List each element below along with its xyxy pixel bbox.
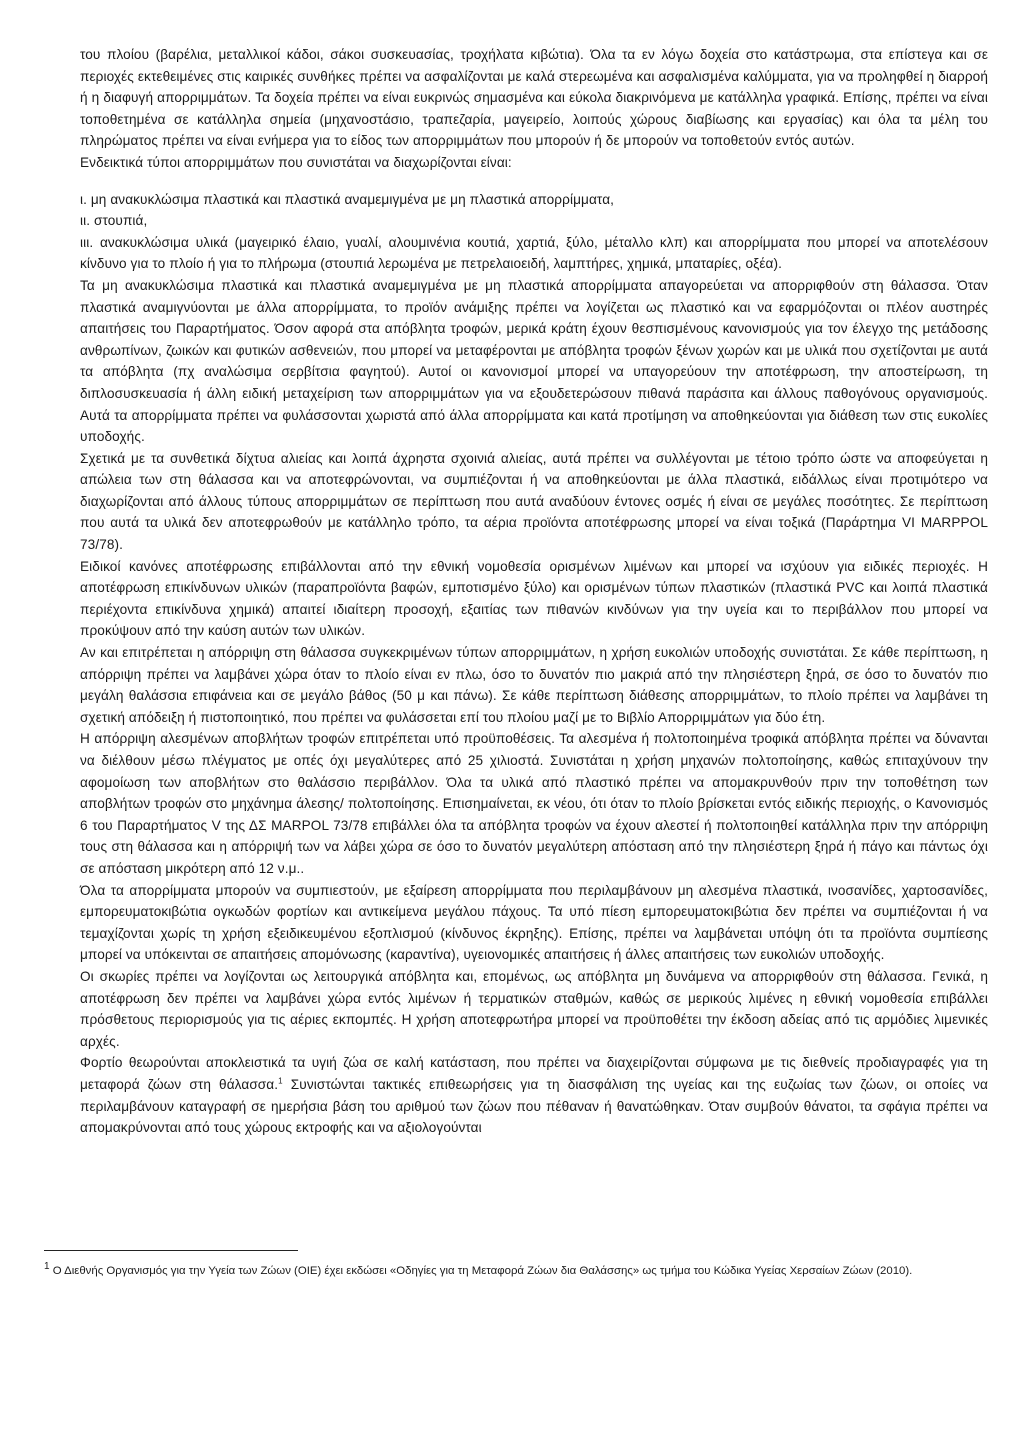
paragraph-ground-food-waste: Η απόρριψη αλεσμένων αποβλήτων τροφών επιτρέπεται υπό προϋποθέσεις. Τα αλεσμένα ή πολτοποιημένα τροφικά απόβλητα πρέπει να δύνανται να διέλθουν μέσω πλέγματος με οπές όχι μεγαλύτερες από 25 χιλιοστά. Συνιστάται η χρήση μηχανών πολτοποίησης, καθώς επιταχύνουν την αφομοίωση των αποβλήτων στο θαλάσσιο περιβάλλον. Όλα τα υλικά από πλαστικό πρέπει να απομακρυνθούν πριν την τοποθέτηση των αποβλήτων τροφών στο μηχάνημα άλεσης/ πολτοποίησης. Επισημαίνεται, εκ νέου, ότι όταν το πλοίο βρίσκεται εντός ειδικής περιοχής, ο Κανονισμός 6 του Παραρτήματος V της ΔΣ MARPOL 73/78 επιβάλλει όλα τα απόβλητα τροφών να έχουν αλεστεί ή πολτοποιηθεί κατάλληλα πριν την απόρριψη τους στη θάλασσα και η απόρριψή των να λάβει χώρα σε όσο το δυνατόν μεγαλύτερη απόσταση από την πλησιέστερη ξηρά ή πάγο και πάντως όχι σε απόσταση μικρότερη από 12 ν.μ.. bbox=[80, 731, 988, 876]
footnote-reference[interactable]: 1 bbox=[278, 1076, 283, 1086]
paragraph-waste-containers: του πλοίου (βαρέλια, μεταλλικοί κάδοι, σάκοι συσκευασίας, τροχήλατα κιβώτια). Όλα τα εν λόγω δοχεία στο κατάστρωμα, στα επίστεγα και σε περιοχές εκτεθειμένες στις καιρικές συνθήκες πρέπει να ασφαλίζονται με καλά στερεωμένα και ασφαλισμένα καλύμματα, για να προληφθεί η διαρροή ή η διαφυγή απορριμμάτων. Τα δοχεία πρέπει να είναι ευκρινώς σημασμένα και εύκολα διακρινόμενα με κατάλληλα γραφικά. Επίσης, πρέπει να είναι τοποθετημένα σε κατάλληλα σημεία (μηχανοστάσιο, τραπεζαρία, μαγειρείο, λοιπούς χώρους διαβίωσης και εργασίας) και όλα τα μέλη του πληρώματος πρέπει να είναι ενήμερα για το είδος των απορριμμάτων που μπορούν ή δε μπορούν να τοποθετούν εντός αυτών. bbox=[80, 47, 988, 149]
document-body bbox=[80, 44, 988, 1139]
footnote-separator bbox=[44, 1250, 298, 1251]
paragraph-compaction: Όλα τα απορρίμματα μπορούν να συμπιεστούν, με εξαίρεση απορρίμματα που περιλαμβάνουν μη αλεσμένα πλαστικά, ινοσανίδες, χαρτοσανίδες, εμπορευματοκιβώτια ογκωδών φορτίων και αντικείμενα μεγάλου πάχους. Τα υπό πίεση εμπορευματοκιβώτια δεν πρέπει να συμπιέζονται ή να τεμαχίζονται χωρίς τη χρήση εξειδικευμένου εξοπλισμού (κίνδυνος έκρηξης). Επίσης, πρέπει να λαμβάνεται υπόψη ότι τα προϊόντα συμπίεσης μπορεί να υπόκεινται σε απαιτήσεις απομόνωσης (καραντίνα), υγειονομικές απαιτήσεις ή άλλες απαιτήσεις των ευκολιών υποδοχής. bbox=[80, 882, 988, 963]
footnote bbox=[44, 1262, 989, 1281]
paragraph-fishing-nets: Σχετικά με τα συνθετικά δίχτυα αλιείας και λοιπά άχρηστα σχοινιά αλιείας, αυτά πρέπει να συλλέγονται με τέτοιο τρόπο ώστε να αποφεύγεται η απώλεια των στη θάλασσα και να αποτεφρώνονται, να συμπιέζονται ή να αποθηκεύονται με άλλα πλαστικά, ειδάλλως είναι προτιμότερο να διαχωρίζονται από άλλους τύπους απορριμμάτων σε περίπτωση που αυτά αναδύουν έντονες οσμές ή είναι σε μεγάλες ποσότητες. Σε περίπτωση που αυτά τα υλικά δεν αποτεφρωθούν με κατάλληλο τρόπο, τα αέρια προϊόντα αποτέφρωσης μπορεί να είναι τοξικά (Παράρτημα VI MARPPOL 73/78). bbox=[80, 450, 988, 553]
paragraph-live-animals bbox=[80, 1052, 988, 1138]
footnote-text: Ο Διεθνής Οργανισμός για την Υγεία των Ζώων (OIE) έχει εκδώσει «Οδηγίες για τη Μεταφορά Ζώων δια Θαλάσσης» ως τμήμα του Κώδικα Υγείας Χερσαίων Ζώων (2010). bbox=[49, 1265, 913, 1277]
list-item-rags: ιι. στουπιά, bbox=[80, 213, 148, 229]
paragraph-waste-types-intro: Ενδεικτικά τύποι απορριμμάτων που συνιστάται να διαχωρίζονται είναι: bbox=[80, 154, 512, 170]
paragraph-plastics-food-waste: Τα μη ανακυκλώσιμα πλαστικά και πλαστικά αναμεμιγμένα με μη πλαστικά απορρίμματα απαγορεύεται να απορριφθούν στη θάλασσα. Όταν πλαστικά αναμιγνύονται με άλλα απορρίμματα, το προϊόν ανάμιξης πρέπει να λογίζεται ως πλαστικό και να εφαρμόζονται οι πλέον αυστηρές απαιτήσεις του Παραρτήματος. Όσον αφορά στα απόβλητα τροφών, μερικά κράτη έχουν θεσπισμένους κανονισμούς για τον έλεγχο της μετάδοσης ανθρωπίνων, ζωικών και φυτικών ασθενειών, που μπορεί να μεταφέρονται με απόβλητα τροφών ξένων χωρών και με υλικά που σχετίζονται με αυτά τα απόβλητα (πχ αναλώσιμα σερβίτσια φαγητού). Αυτοί οι κανονισμοί μπορεί να υπαγορεύουν την αποτέφρωση, την αποστείρωση, τη διπλοσυσκευασία ή άλλη ειδική μεταχείριση των απορριμμάτων για να εξουδετερώσουν πιθανά παράσιτα και άλλους παθογόνους οργανισμούς. Αυτά τα απορρίμματα πρέπει να φυλάσσονται χωριστά από άλλα απορρίμματα και κατά προτίμηση να αποθηκεύονται για διάθεση των στις ευκολίες υποδοχής. bbox=[80, 277, 988, 445]
paragraph-live-animals-part1: Φορτίο θεωρούνται αποκλειστικά τα υγιή ζώα σε καλή κατάσταση, που πρέπει να διαχειρίζονται σύμφωνα με τις διεθνείς προδιαγραφές για τη μεταφορά ζώων στη θάλασσα. bbox=[80, 1055, 988, 1092]
footnote-marker: 1 bbox=[44, 1261, 50, 1273]
list-item-non-recyclable-plastics: ι. μη ανακυκλώσιμα πλαστικά και πλαστικά αναμεμιγμένα με μη πλαστικά απορρίμματα, bbox=[80, 191, 615, 207]
paragraph-sea-disposal: Αν και επιτρέπεται η απόρριψη στη θάλασσα συγκεκριμένων τύπων απορριμμάτων, η χρήση ευκολιών υποδοχής συνιστάται. Σε κάθε περίπτωση, η απόρριψη πρέπει να λαμβάνει χώρα όταν το πλοίο είναι εν πλω, όσο το δυνατόν πιο μακριά από την πλησιέστερη ξηρά, σε όσο το δυνατόν πιο μεγάλη θαλάσσια επιφάνεια και σε μεγάλο βάθος (50 μ και πάνω). Σε κάθε περίπτωση διάθεσης απορριμμάτων, το πλοίο πρέπει να λαμβάνει τη σχετική απόδειξη ή πιστοποιητικό, που πρέπει να φυλάσσεται επί του πλοίου μαζί με το Βιβλίο Απορριμμάτων για δύο έτη. bbox=[80, 645, 988, 725]
list-item-recyclables-hazardous: ιιι. ανακυκλώσιμα υλικά (μαγειρικό έλαιο, γυαλί, αλουμινένια κουτιά, χαρτιά, ξύλο, μέταλλο κλπ) και απορρίμματα που μπορεί να αποτελέσουν κίνδυνο για το πλοίο ή για το πλήρωμα (στουπιά λερωμένα με πετρελαιοειδή, λαμπτήρες, χημικά, μπαταρίες, οξέα). bbox=[80, 234, 988, 272]
paragraph-ashes: Οι σκωρίες πρέπει να λογίζονται ως λειτουργικά απόβλητα και, επομένως, ως απόβλητα μη δυνάμενα να απορριφθούν στη θάλασσα. Γενικά, η αποτέφρωση δεν πρέπει να λαμβάνει χώρα εντός λιμένων ή τερματικών σταθμών, καθώς σε μερικούς λιμένες η εθνική νομοθεσία επιβάλλει πρόσθετους περιορισμούς για τις αέριες εκπομπές. Η χρήση αποτεφρωτήρα μπορεί να προϋποθέτει την έκδοση αδείας από τις αρμόδιες λιμενικές αρχές. bbox=[80, 968, 988, 1049]
spacer bbox=[80, 174, 988, 189]
paragraph-live-animals-part2: Συνιστώνται τακτικές επιθεωρήσεις για τη διασφάλιση της υγείας και της ευζωίας των ζώων, οι οποίες να περιλαμβάνουν καταγραφή σε ημερήσια βάση του αριθμού των ζώων που πέθαναν ή θανατώθηκαν. Όταν συμβούν θάνατοι, τα σφάγια πρέπει να απομακρύνονται από τους χώρους εκτροφής και να αξιολογούνται bbox=[80, 1076, 988, 1136]
paragraph-incineration-rules: Ειδικοί κανόνες αποτέφρωσης επιβάλλονται από την εθνική νομοθεσία ορισμένων λιμένων και μπορεί να ισχύουν για ειδικές περιοχές. Η αποτέφρωση επικίνδυνων υλικών (παραπροϊόντα βαφών, εμποτισμένο ξύλο) και ορισμένων τύπων πλαστικών (πλαστικά PVC και λοιπά πλαστικά περιέχοντα επικίνδυνα χημικά) απαιτεί ιδιαίτερη προσοχή, εξαιτίας των πιθανών κινδύνων για την υγεία και το περιβάλλον που μπορεί να προκύψουν από την καύση αυτών των υλικών. bbox=[80, 558, 988, 639]
